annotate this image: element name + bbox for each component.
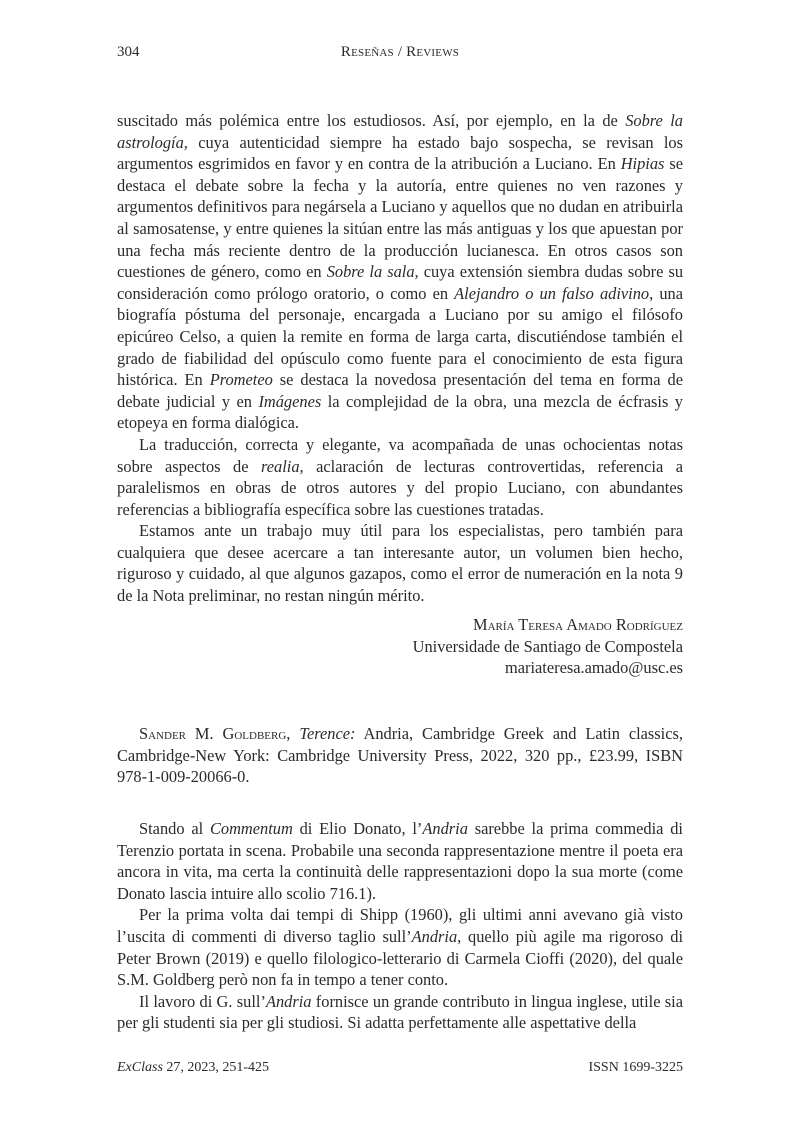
italic-title: Sobre la sala, (326, 262, 419, 282)
review-2-body (117, 818, 683, 1034)
review-2-citation: Sander M. Goldberg, Terence: Andria, Cambridge Greek and Latin classics, Cambridge-New York: Cambridge University Press, 2022, 320 pp., £23.99, ISBN 978-1-009-20066-0. (117, 724, 683, 787)
text-run: Stando al (139, 819, 210, 838)
text-run: La traducción, correcta y elegante, va acompañada de unas ochocientas notas sobre aspectos de (117, 434, 683, 476)
text-run: la complejidad de la obra, una mezcla de écfrasis y etopeya en forma dialógica. (117, 391, 683, 433)
paragraph (117, 991, 683, 1034)
text-run: Estamos ante un trabajo muy útil para los especialistas, pero también para cualquiera que desee acercare a tan interesante autor, un volumen bien hecho, riguroso y cuidado, al que algunos gazapos, como el error de numeración en la nota 9 de la Nota preliminar, no restan ningún mérito. (117, 521, 683, 606)
text-run: se destaca la novedosa presentación del tema en forma de debate judicial y en (117, 370, 683, 411)
text-run: , quello più agile ma rigoroso di Peter Brown (2019) e quello filologico-letterario di Carmela Cioffi (2020), del quale S.M. Goldberg però non fa in tempo a tener conto. (117, 926, 684, 990)
italic-title: Sobre la astrología, (117, 111, 683, 152)
text-run: , aclaración de lecturas controvertidas, referencia a paralelismos en obras de otros autores y del propio Luciano, con abundantes referencias a bibliografía específica sobre las cuestiones tratadas. (117, 456, 683, 519)
book-author: Sander M. Goldberg (139, 724, 287, 743)
running-title: Reseñas / Reviews (340, 44, 460, 60)
reviewer-email: mariateresa.amado@usc.es (504, 658, 683, 678)
page-header (117, 44, 683, 66)
text-run: Il lavoro di G. sull’ (139, 991, 266, 1011)
italic-title: Prometeo (209, 370, 273, 390)
journal-citation (117, 1060, 269, 1076)
paragraph (117, 904, 683, 990)
text-run: Per la prima volta dai tempi di Shipp (1960), gli ultimi anni avevano già visto l’uscita di commenti di diverso taglio sull’ (117, 905, 683, 946)
paragraph (117, 434, 683, 520)
book-details: Andria, Cambridge Greek and Latin classics, Cambridge-New York: Cambridge University Press, 2022, 320 pp., £23.99, ISBN 978-1-009-20066-0. (117, 724, 683, 787)
italic-title: Alejandro o un falso adivino (454, 283, 650, 303)
text-run: sarebbe la prima commedia di Terenzio portata in scena. Probabile una seconda rappresentazione mentre il poeta era ancora in vita, ma certa la continuità delle rappresentazioni dopo la sua morte (come Donato lascia intuire allo scolio 716.1). (117, 819, 683, 903)
book-title: Terence: (299, 724, 356, 743)
reviewer-name: María Teresa Amado Rodríguez (473, 615, 683, 634)
italic-title: Andria (422, 819, 468, 838)
text-run: , una biografía póstuma del personaje, encargada a Luciano por su amigo el filósofo epicúreo Celso, a quien la remite en forma de larga carta, discutiéndose también el grado de fiabilidad del opúsculo como fuente para el conocimiento de esta figura histórica. En (117, 283, 684, 390)
text-run: fornisce un grande contributo in lingua inglese, utile sia per gli studenti sia per gli studiosi. Si adatta perfettamente alle aspettative della (117, 991, 683, 1033)
text-run: di Elio Donato, l’ (292, 819, 423, 838)
text-run: se destaca el debate sobre la fecha y la autoría, entre quienes no ven razones y argumentos definitivos para negársela a Luciano y aquellos que no dudan en atribuirla al samosatense, y entre quienes la sitúan entre las más antiguas y los que apuestan por una fecha más reciente dentro de la producción lucianesca. En otros casos son cuestiones de género, como en (117, 154, 683, 282)
review-1-body (117, 110, 683, 607)
journal-volume: 27, 2023, 251-425 (162, 1060, 270, 1075)
journal-name: ExClass (117, 1060, 163, 1075)
page-number: 304 (117, 44, 140, 60)
issn: ISSN 1699-3225 (588, 1060, 683, 1075)
italic-title: Commentum (209, 819, 293, 838)
italic-title: Andria (411, 926, 458, 946)
italic-title: Imágenes (258, 391, 322, 411)
paragraph (117, 520, 683, 606)
italic-title: realia (260, 456, 300, 476)
italic-title: Hipias (620, 154, 665, 174)
italic-title: Andria (265, 991, 312, 1011)
reviewer-signature (413, 614, 683, 679)
reviewer-affiliation: Universidade de Santiago de Compostela (412, 636, 683, 656)
paragraph (117, 110, 683, 434)
paragraph (117, 818, 683, 904)
text-run: suscitado más polémica entre los estudiosos. Así, por ejemplo, en la de (117, 111, 626, 130)
text-run: cuya autenticidad siempre ha estado bajo sospecha, se revisan los argumentos esgrimidos en favor y en contra de la atribución a Luciano. En (117, 132, 683, 174)
text-run: cuya extensión siembra dudas sobre su consideración como prólogo oratorio, o como en (117, 262, 684, 303)
